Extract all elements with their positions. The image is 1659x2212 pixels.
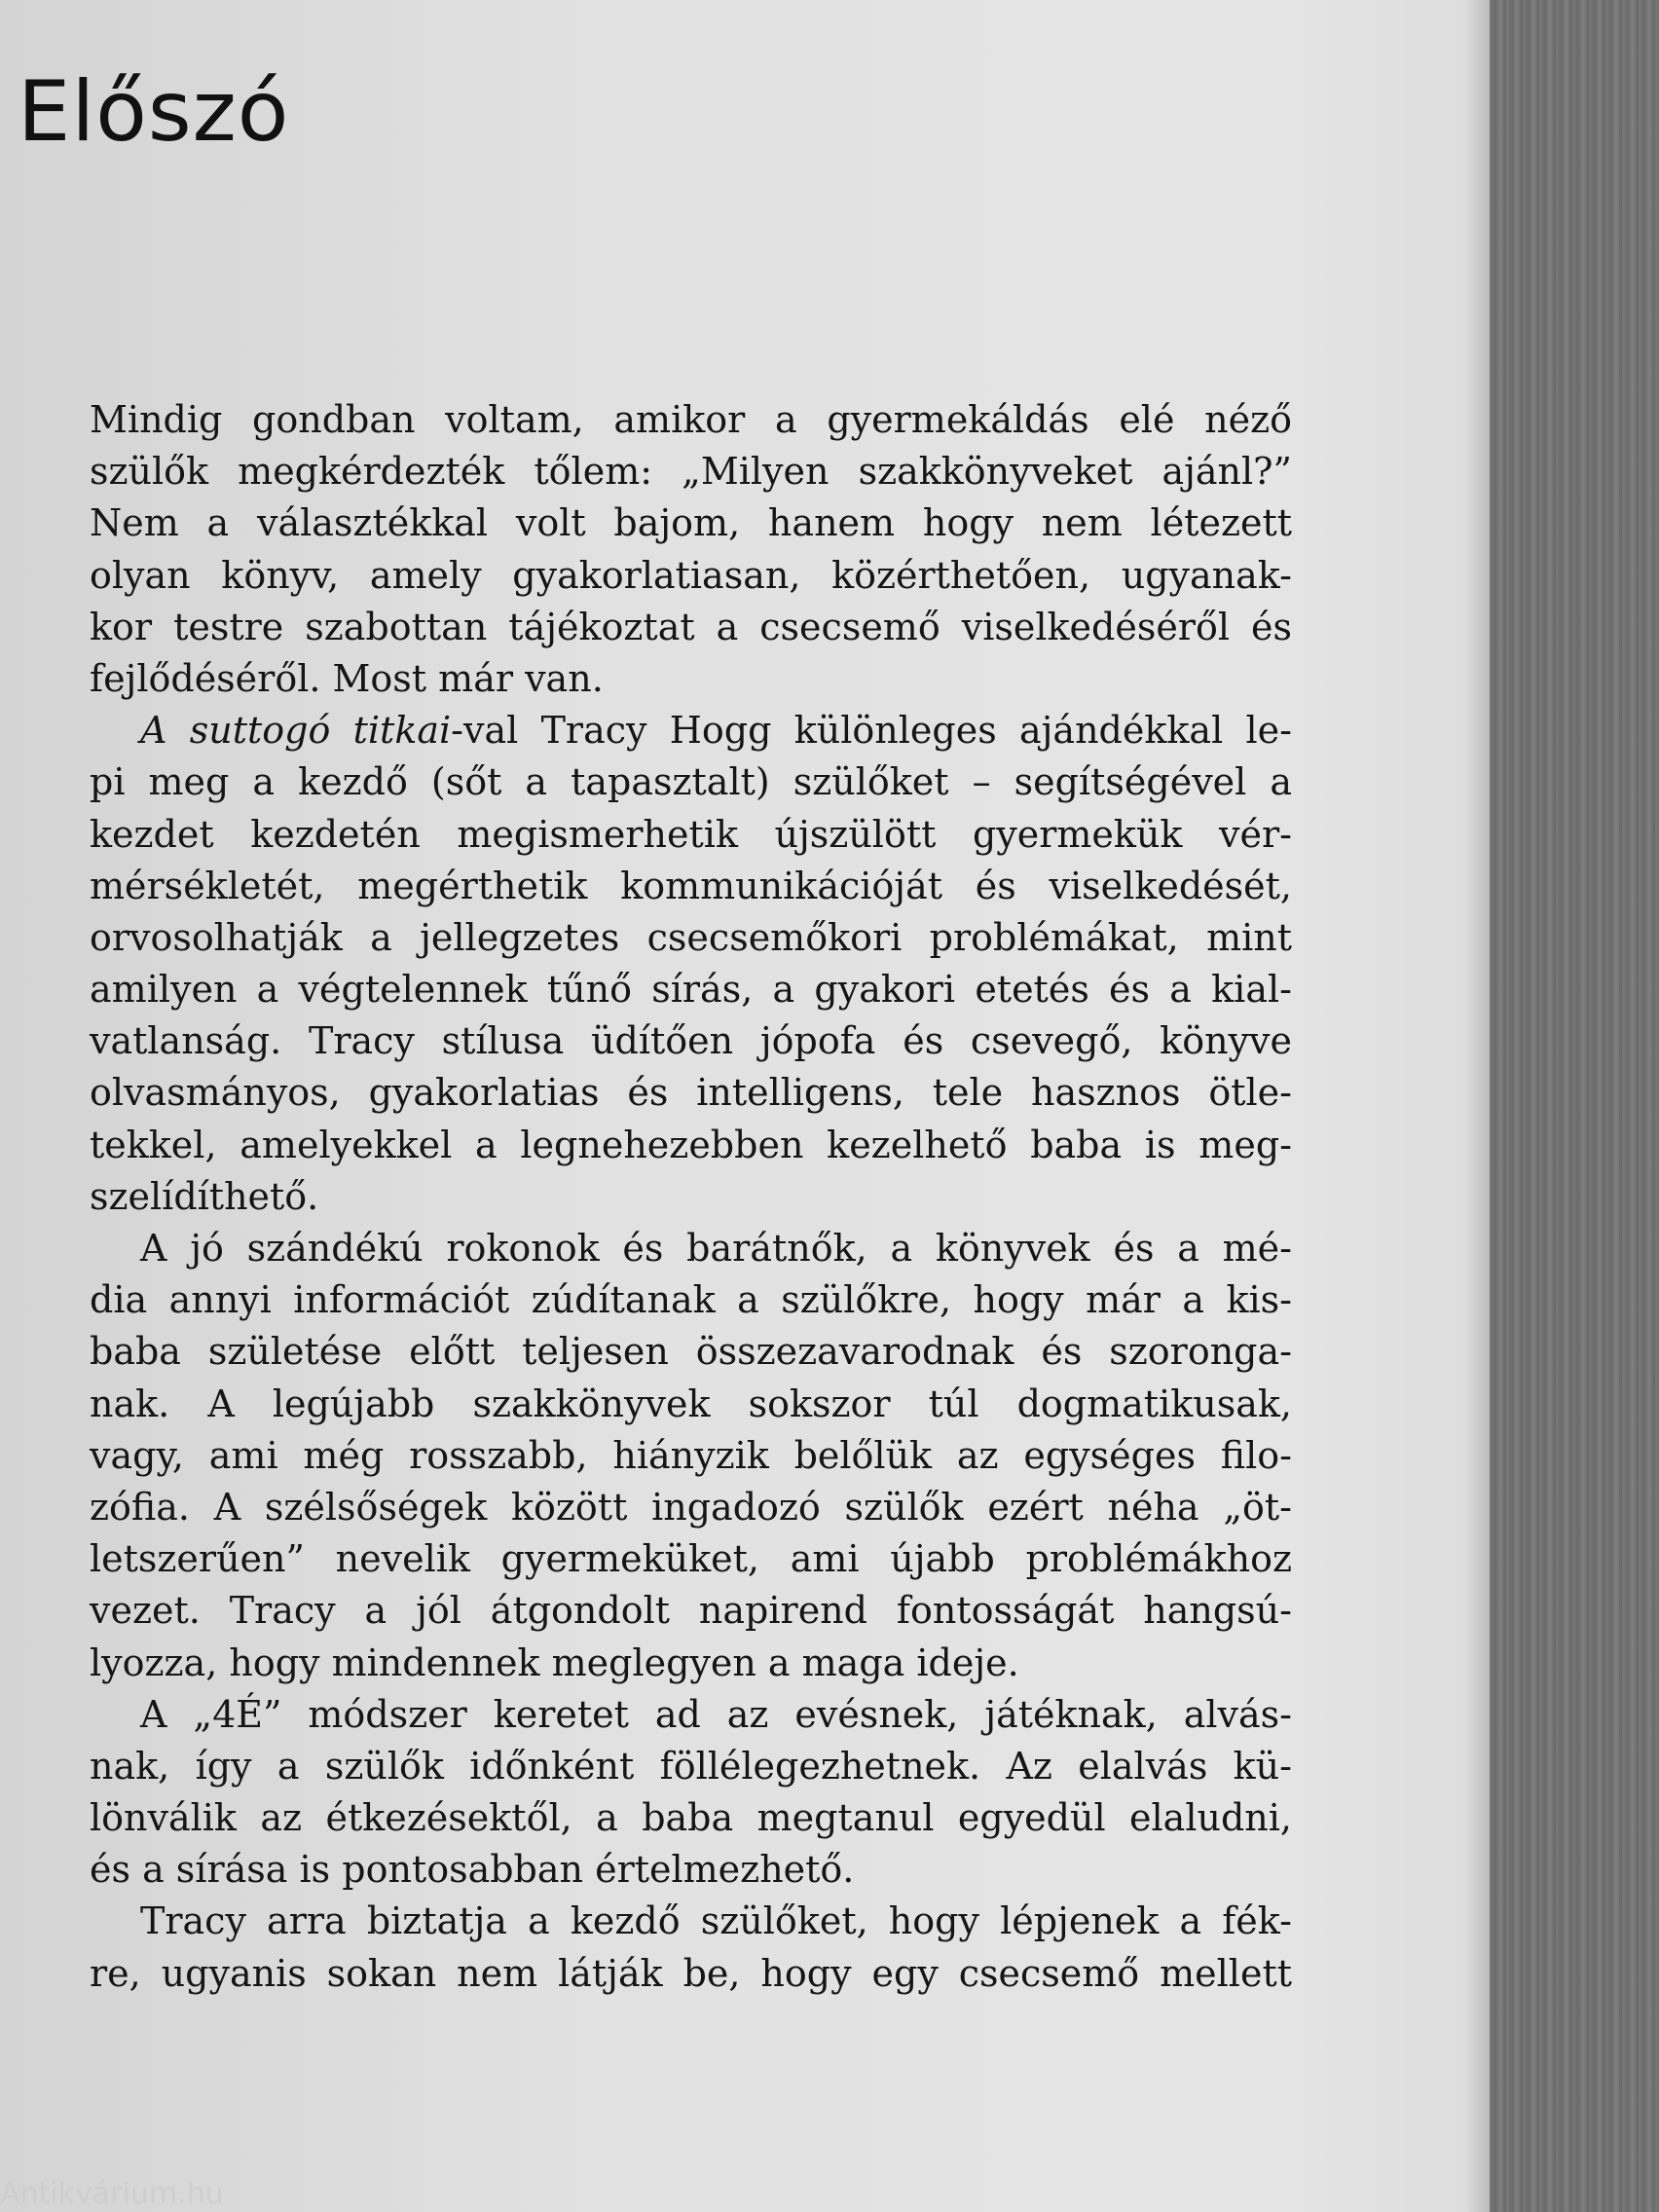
text-line: Mindig gondban voltam, amikor a gyermekáldás elé néző [90,398,1292,441]
watermark-text: Antikvárium.hu [0,2177,224,2211]
text-line: mérsékletét, megérthetik kommunikációját és viselkedését, [90,864,1292,907]
text-line: letszerűen” nevelik gyermeküket, ami újabb problémákhoz [90,1537,1292,1581]
text-line: baba születése előtt teljesen összezavarodnak és szoronga- [90,1330,1292,1374]
text-line: vagy, ami még rosszabb, hiányzik belőlük az egységes filo- [90,1433,1292,1477]
text-line: szelídíthető. [90,1174,319,1218]
text-line: A jó szándékú rokonok és barátnők, a könyvek és a mé- [140,1227,1292,1270]
text-line: Tracy arra biztatja a kezdő szülőket, hogy lépjenek a fék- [140,1899,1292,1943]
text-line: fejlődéséről. Most már van. [90,656,604,700]
text-line: vezet. Tracy a jól átgondolt napirend fontosságát hangsú- [90,1589,1292,1633]
book-title-italic: A suttogó titkai [140,709,452,753]
text-line: re, ugyanis sokan nem látják be, hogy egy csecsemő mellett [90,1951,1292,1995]
chapter-title: Előszó [18,63,290,161]
text-line: zófia. A szélsőségek között ingadozó szülők ezért néha „öt- [90,1485,1292,1529]
page-gutter-shadow [1465,0,1490,2212]
text-line: A suttogó titkai-val Tracy Hogg különleges ajándékkal le- [140,709,1292,753]
text-line: kezdet kezdetén megismerhetik újszülött gyermekük vér- [90,812,1292,856]
page-edges [1490,0,1659,2212]
text-line: Nem a választékkal volt bajom, hanem hogy nem létezett [90,501,1292,545]
text-line: orvosolhatják a jellegzetes csecsemőkori problémákat, mint [90,915,1292,959]
text-line: nak, így a szülők időnként föllélegezhetnek. Az elalvás kü- [90,1744,1292,1788]
text-line: és a sírása is pontosabban értelmezhető. [90,1848,855,1892]
text-line: nak. A legújabb szakkönyvek sokszor túl dogmatikusak, [90,1382,1292,1425]
text-line: olyan könyv, amely gyakorlatiasan, közérthetően, ugyanak- [90,553,1292,597]
text-line: pi meg a kezdő (sőt a tapasztalt) szülőket – segítségével a [90,760,1292,804]
text-line: lönválik az étkezésektől, a baba megtanul egyedül elaludni, [90,1796,1292,1840]
text-line: dia annyi információt zúdítanak a szülőkre, hogy már a kis- [90,1278,1292,1322]
text-line: tekkel, amelyekkel a legnehezebben kezelhető baba is meg- [90,1123,1292,1166]
text-line: vatlanság. Tracy stílusa üdítően jópofa és csevegő, könyve [90,1019,1292,1063]
body-text [90,394,1292,2000]
text-line: szülők megkérdezték tőlem: „Milyen szakkönyveket ajánl?” [90,450,1292,494]
text-line: lyozza, hogy mindennek meglegyen a maga ideje. [90,1641,1019,1684]
text-line: A „4É” módszer keretet ad az evésnek, játéknak, alvás- [140,1692,1292,1736]
text-line: kor testre szabottan tájékoztat a csecsemő viselkedéséről és [90,605,1292,648]
text-line: olvasmányos, gyakorlatias és intelligens, tele hasznos ötle- [90,1071,1292,1115]
text-line: amilyen a végtelennek tűnő sírás, a gyakori etetés és a kial- [90,968,1292,1012]
